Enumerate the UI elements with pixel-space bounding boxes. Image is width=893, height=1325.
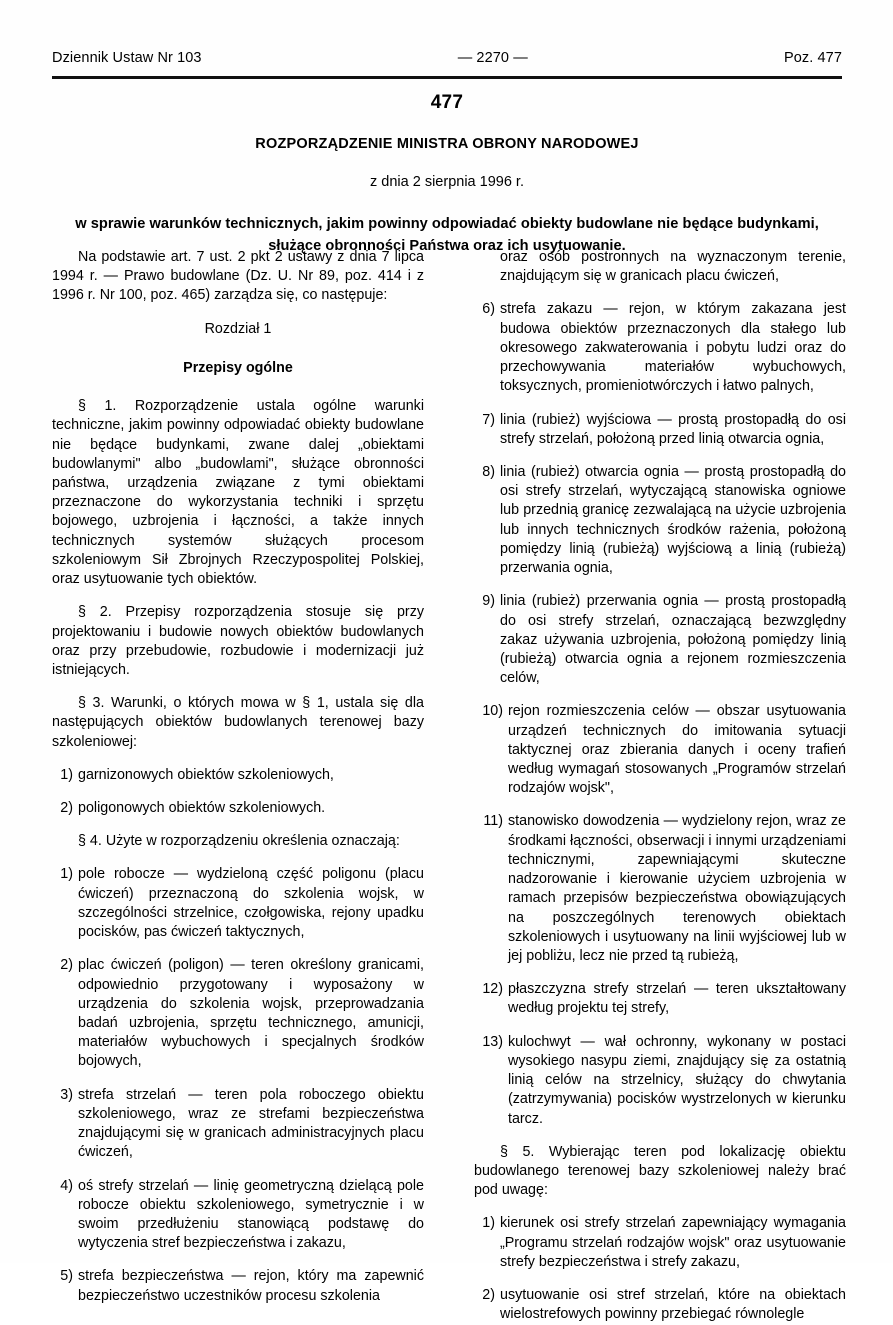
act-type: ROZPORZĄDZENIE MINISTRA OBRONY NARODOWEJ <box>255 136 639 152</box>
list-item-text: strefa bezpieczeństwa — rejon, który ma zapewnić bezpieczeństwo uczestników procesu szkolenia <box>78 1268 424 1304</box>
act-date: z dnia 2 sierpnia 1996 r. <box>370 174 524 190</box>
list-item-marker: 11) <box>483 813 503 830</box>
paragraph-5: § 5. Wybierając teren pod lokalizację obiektu budowlanego terenowej bazy szkoleniowej należy brać pod uwagę: <box>474 1143 846 1199</box>
list-item-marker: 2) <box>60 800 73 817</box>
runover-paragraph: oraz osób postronnych na wyznaczonym terenie, znajdującym się w granicach placu ćwiczeń, <box>500 249 846 285</box>
paragraph-4: § 4. Użyte w rozporządzeniu określenia oznaczają: <box>78 833 400 850</box>
list-item <box>52 799 424 818</box>
running-head-right: Poz. 477 <box>783 50 842 66</box>
list-item <box>52 956 424 1071</box>
list-item-text: płaszczyzna strefy strzelań — teren ukształtowany według projektu tej strefy, <box>508 981 846 1017</box>
act-subject: w sprawie warunków technicznych, jakim powinny odpowiadać obiekty budowlane nie będące budynkami, służące obronności Państwa oraz ich usytuowanie. <box>75 216 819 254</box>
list-item <box>474 1033 846 1129</box>
list-item-text: usytuowanie osi stref strzelań, które na obiektach wielostrefowych powinny przebiegać równolegle <box>500 1287 846 1323</box>
list-item <box>52 766 424 785</box>
paragraph-3: § 3. Warunki, o których mowa w § 1, ustala się dla następujących obiektów budowlanych terenowej bazy szkoleniowej: <box>52 695 424 750</box>
list-item-text: linia (rubież) wyjściowa — prostą prostopadłą do osi strefy strzelań, położoną przed linią otwarcia ognia, <box>500 411 846 447</box>
list-item-text: garnizonowych obiektów szkoleniowych, <box>78 766 334 783</box>
list-item-text: kulochwyt — wał ochronny, wykonany w postaci wysokiego nasypu ziemi, znajdujący się za ostatnią linią celów na strzelnicy, służący do chwytania (zatrzymywania) pocisków wystrzelonych w kierunku tarcz. <box>508 1033 846 1127</box>
list-item-marker: 9) <box>482 593 495 610</box>
list-item-marker: 1) <box>482 1215 495 1232</box>
list-item-text: rejon rozmieszczenia celów — obszar usytuowania urządzeń technicznych do imitowania sytuacji taktycznej oraz zbierania danych i oceny trafień według wymagań stosowanych „Programów strzelań rodzajów wojsk", <box>508 703 846 797</box>
list-item-marker: 10) <box>482 703 503 720</box>
list-item-marker: 5) <box>60 1268 73 1285</box>
list-item-marker: 8) <box>482 463 495 480</box>
list-item-marker: 7) <box>482 411 495 428</box>
page-number: — 2270 — <box>457 50 528 66</box>
list-item-text: plac ćwiczeń (poligon) — teren określony granicami, odpowiednio przygotowany i wyposażony w urządzenia do szkolenia wojsk, przeprowadzania badań uzbrojenia, sprzętu technicznego, amunicji, materiałów wybuchowych i specjalnych środków bojowych, <box>78 957 424 1070</box>
list-item-marker: 12) <box>482 981 503 998</box>
header-rule <box>52 76 842 79</box>
act-number: 477 <box>430 92 464 113</box>
list-item-marker: 2) <box>482 1287 495 1304</box>
list-item <box>474 980 846 1018</box>
paragraph-1: § 1. Rozporządzenie ustala ogólne warunki techniczne, jakim powinny odpowiadać obiekty budowlane nie będące budynkami, zwane dalej „obiektami budowlanymi" albo „budowlami", służące obronności państwa, urządzenia związane z tymi obiektami przeznaczone do wykorzystania techniki i sprzętu bojowego, uzbrojenia i łączności, a także innych technicznych systemów służących procesom szkoleniowym Sił Zbrojnych Rzeczypospolitej Polskiej, oraz usytuowanie tych obiektów. <box>52 398 424 588</box>
list-item-text: linia (rubież) otwarcia ognia — prostą prostopadłą do osi strefy strzelań, wytyczającą stanowiska ogniowe lub przednią granicę zezwalającą na użycie uzbrojenia lub innych technicznych środków rażenia, położoną pomiędzy linią (rubieżą) wyjściową a linią (rubieżą) przerwania ognia, <box>500 463 846 577</box>
list-item <box>474 411 846 449</box>
list-item <box>52 865 424 942</box>
chapter-heading: Przepisy ogólne <box>183 359 293 376</box>
list-item <box>474 1286 846 1324</box>
list-item-text: stanowisko dowodzenia — wydzielony rejon, wraz ze środkami łączności, obserwacji i innymi urządzeniami technicznymi, zapewniającymi skuteczne nadzorowanie i kierowanie użyciem uzbrojenia w ramach przepisów bezpieczeństwa obowiązujących na poszczególnych terenowych obiektach szkoleniowych i usytuowany na linii wyjściowej lub w jej pobliżu, lecz nie przed tą rubieżą, <box>508 813 846 964</box>
list-item-marker: 6) <box>482 301 495 318</box>
list-item-text: linia (rubież) przerwania ognia — prostą prostopadłą do osi strefy strzelań, oznaczającą bezwzględny zakaz używania uzbrojenia, położoną pomiędzy linią (rubieżą) otwarcia ognia a rejonem rozmieszczenia celów, <box>500 593 846 687</box>
list-item-text: strefa zakazu — rejon, w którym zakazana jest budowa obiektów przeznaczonych dla stałego lub okresowego zakwaterowania i pobytu ludzi oraz do przechowywania materiałów wybuchowych, toksycznych, promieniotwórczych i łatwo palnych, <box>500 301 846 395</box>
list-item <box>474 463 846 578</box>
running-head <box>52 50 842 66</box>
list-item-text: oś strefy strzelań — linię geometryczną dzielącą pole robocze obiektu szkoleniowego, symetrycznie i w swoim przedłużeniu stanowiącą podstawę do wytyczenia stref bezpieczeństwa i zakazu, <box>78 1177 424 1252</box>
list-item-marker: 1) <box>60 866 73 883</box>
list-item-text: poligonowych obiektów szkoleniowych. <box>78 800 326 817</box>
list-item <box>474 702 846 798</box>
paragraph-2: § 2. Przepisy rozporządzenia stosuje się przy projektowaniu i budowie nowych obiektów budowlanych oraz przy przebudowie, rozbudowie i modernizacji już istniejących. <box>52 604 424 678</box>
title-block <box>52 92 842 258</box>
list-item <box>52 1177 424 1254</box>
list-item-marker: 2) <box>60 957 73 974</box>
list-item-text: pole robocze — wydzieloną część poligonu (placu ćwiczeń) przeznaczoną do szkolenia wojsk, w szczególności strzelnice, czołgowiska, rejony upadku pocisków, pas ćwiczeń taktycznych, <box>78 866 424 941</box>
list-item-marker: 13) <box>482 1033 503 1050</box>
list-item <box>52 1086 424 1163</box>
list-item-marker: 4) <box>60 1177 73 1194</box>
list-item <box>474 300 846 396</box>
chapter-label: Rozdział 1 <box>204 320 272 337</box>
list-item <box>474 592 846 688</box>
running-head-left: Dziennik Ustaw Nr 103 <box>52 50 202 66</box>
column-left <box>52 248 424 1306</box>
list-item-marker: 1) <box>60 766 73 783</box>
list-item <box>474 1214 846 1272</box>
list-item <box>52 1267 424 1305</box>
column-right <box>474 248 846 1325</box>
list-item-text: kierunek osi strefy strzelań zapewniający wymagania „Programu strzelań rodzajów wojsk" oraz usytuowanie strefy bezpieczeństwa i strefy zakazu, <box>500 1215 846 1270</box>
list-item <box>474 812 846 966</box>
list-item-marker: 3) <box>60 1086 73 1103</box>
list-item-text: strefa strzelań — teren pola roboczego obiektu szkoleniowego, wraz ze strefami bezpieczeństwa znajdującymi się w granicach administracyjnych placu ćwiczeń, <box>78 1086 424 1161</box>
preamble-paragraph: Na podstawie art. 7 ust. 2 pkt 2 ustawy z dnia 7 lipca 1994 r. — Prawo budowlane (Dz. U. Nr 89, poz. 414 i z 1996 r. Nr 100, poz. 465) zarządza się, co następuje: <box>52 249 424 304</box>
